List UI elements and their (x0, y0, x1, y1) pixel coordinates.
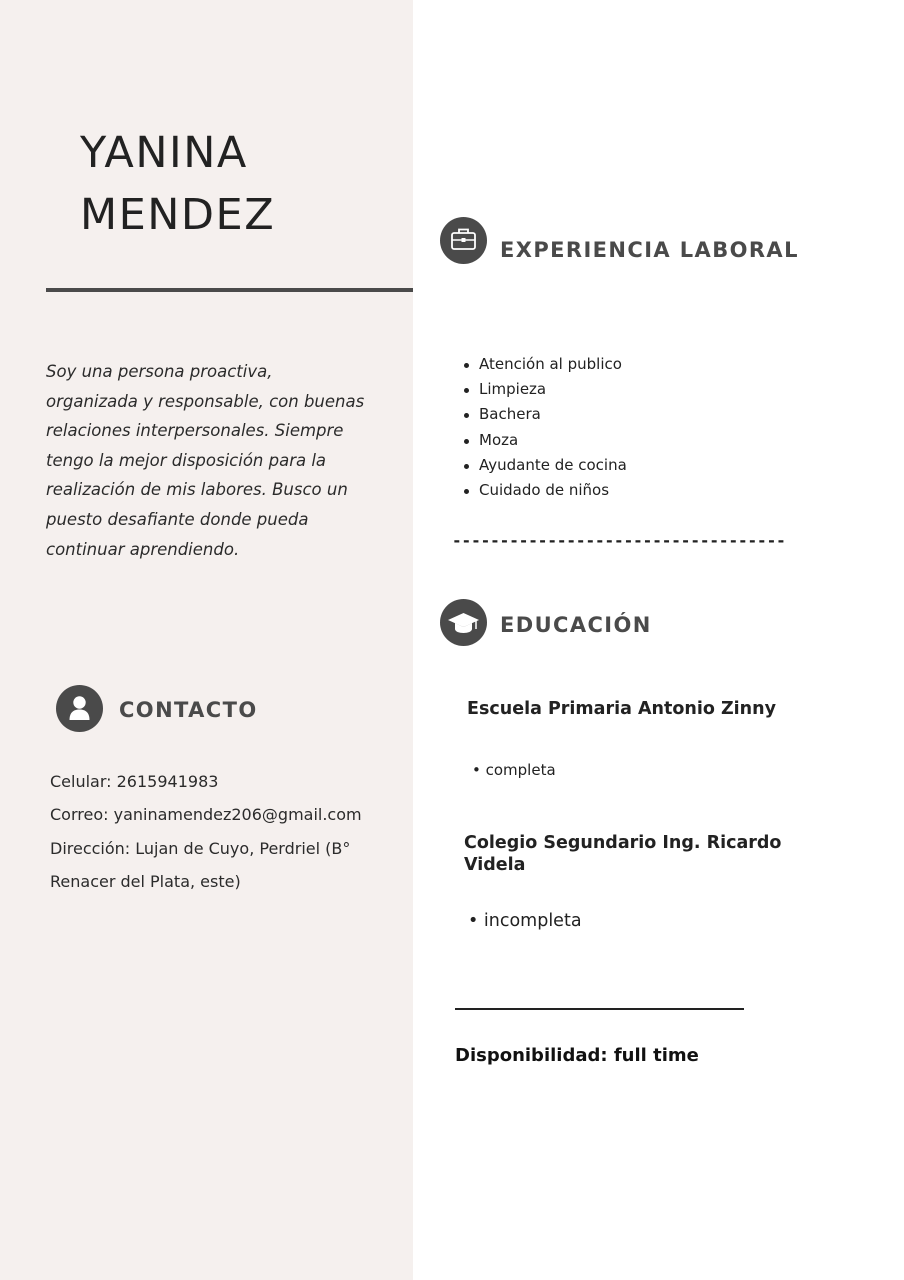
contact-list (50, 765, 390, 898)
list-item: Atención al publico (463, 352, 627, 377)
last-name: MENDEZ (80, 190, 276, 240)
school-name-line1: Colegio Segundario Ing. Ricardo (464, 833, 782, 853)
list-item: Ayudante de cocina (463, 453, 627, 478)
first-name: YANINA (80, 128, 248, 178)
dashed-divider: ----------------------------------- (452, 531, 786, 550)
person-icon (56, 685, 103, 732)
list-item: Cuidado de niños (463, 478, 627, 503)
list-item: Limpieza (463, 377, 627, 402)
list-item: Moza (463, 428, 627, 453)
contact-phone: Celular: 2615941983 (50, 772, 219, 791)
education-title: EDUCACIÓN (500, 613, 652, 637)
experience-list (463, 352, 627, 503)
school-name-secondary (464, 832, 804, 876)
contact-email: Correo: yaninamendez206@gmail.com (50, 805, 362, 825)
school-status-primary: • completa (472, 761, 556, 779)
school-name-line2: Videla (464, 855, 526, 875)
contact-address-line1: Dirección: Lujan de Cuyo, Perdriel (B° (50, 838, 351, 858)
profile-summary: Soy una persona proactiva, organizada y responsable, con buenas relaciones interpersonales. Siempre tengo la mejor disposición para la realización de mis labores. Busco un puesto desafiante donde pueda continuar aprendiendo. (46, 362, 365, 559)
contact-title: CONTACTO (119, 698, 258, 722)
graduation-cap-icon (440, 599, 487, 646)
list-item: Bachera (463, 402, 627, 427)
availability: Disponibilidad: full time (455, 1045, 699, 1066)
school-name-primary: Escuela Primaria Antonio Zinny (467, 699, 776, 719)
solid-divider (455, 1008, 744, 1010)
experience-title: EXPERIENCIA LABORAL (500, 238, 799, 262)
contact-address-line2: Renacer del Plata, este) (50, 871, 241, 891)
briefcase-icon (440, 217, 487, 264)
name-divider (46, 288, 413, 292)
candidate-name (80, 122, 275, 246)
school-status-secondary: • incompleta (468, 911, 582, 931)
